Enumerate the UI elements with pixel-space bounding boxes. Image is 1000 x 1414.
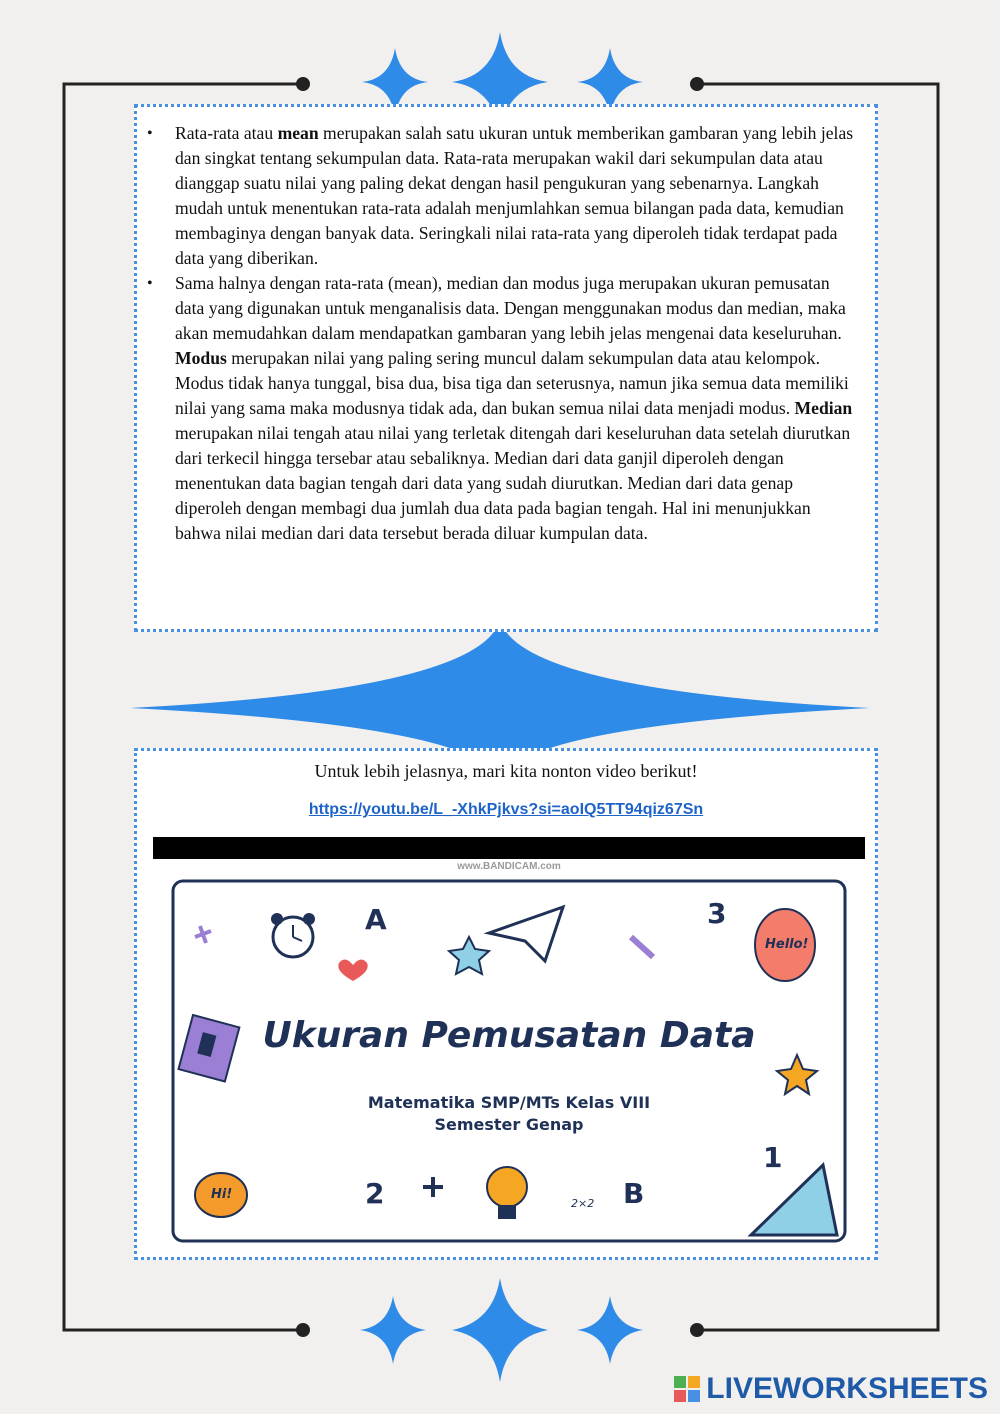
star-icon — [449, 937, 489, 974]
youtube-link[interactable]: https://youtu.be/L_-XhkPjkvs?si=aoIQ5TT94qiz67Sn — [308, 801, 704, 818]
x-squared-text: 2×2 — [571, 1197, 595, 1210]
plus-icon — [195, 926, 211, 943]
brand-name: LIVEWORKSHEETS — [706, 1372, 988, 1405]
term-mean: mean — [277, 123, 319, 143]
triangle-ruler-icon — [751, 1165, 837, 1235]
explanation-box — [134, 104, 878, 632]
term-modus: Modus — [175, 348, 227, 368]
video-semester: Semester Genap — [434, 1115, 584, 1134]
number-1: 1 — [763, 1141, 783, 1174]
arrow-icon — [631, 937, 653, 957]
bullet-modus-median — [175, 271, 857, 546]
letter-a: A — [365, 903, 387, 936]
number-3: 3 — [707, 897, 727, 930]
text: Sama halnya dengan rata-rata (mean), median dan modus juga merupakan ukuran pemusatan data yang digunakan untuk menganalisis data. Dengan menggunakan modus dan median, maka akan memudahkan dalam mendapatkan gambaran yang lebih jelas mengenai data keseluruhan. — [175, 273, 846, 343]
bullet-list — [175, 121, 857, 546]
clock-icon — [271, 913, 315, 957]
text: merupakan nilai yang paling sering muncul dalam sekumpulan data atau kelompok. Modus tidak hanya tunggal, bisa dua, bisa tiga dan seterusnya, namun jika semua data memiliki nilai yang sama maka modusnya tidak ada, dan bukan semua nilai data menjadi modus. — [175, 348, 849, 418]
paper-plane-icon — [489, 907, 563, 961]
hi-text: Hi! — [211, 1187, 233, 1202]
lightbulb-icon — [487, 1167, 527, 1219]
liveworksheets-logo-icon — [674, 1376, 700, 1402]
orange-star-icon — [777, 1055, 817, 1094]
bullet-mean — [175, 121, 857, 271]
text: merupakan nilai tengah atau nilai yang terletak ditengah dari keseluruhan data setelah diurutkan dari terkecil hingga tersebar atau sebaliknya. Median dari data ganjil diperoleh dengan menentukan data bagian tengah dari data yang sudah diurutkan. Median dari data genap diperoleh dengan membagi dua jumlah dua data pada bagian tengah. Hal ini menunjukkan bahwa nilai median dari data tersebut berada diluar kumpulan data. — [175, 423, 851, 543]
bottom-stars — [360, 1278, 643, 1382]
heart-icon — [338, 959, 367, 981]
text: merupakan salah satu ukuran untuk memberikan gambaran yang lebih jelas dan singkat tentang sekumpulan data. Rata-rata merupakan wakil dari sekumpulan data atau dianggap suatu nilai yang paling dekat dengan hasil pengukuran yang sebenarnya. Langkah mudah untuk menentukan rata-rata adalah menjumlahkan semua bilangan pada data, kemudian membaginya dengan banyak data. Seringkali nilai rata-rata yang diperoleh tidak terdapat pada data yang diberikan. — [175, 123, 854, 268]
video-intro: Untuk lebih jelasnya, mari kita nonton video berikut! — [314, 761, 698, 781]
video-thumbnail[interactable] — [153, 837, 865, 1251]
letter-b: B — [623, 1177, 645, 1210]
video-subtitle: Matematika SMP/MTs Kelas VIII — [367, 1093, 651, 1112]
bandicam-watermark: www.BANDICAM.com — [457, 861, 561, 872]
text: Rata-rata atau — [175, 123, 278, 143]
plus-icon — [423, 1177, 443, 1197]
term-median: Median — [794, 398, 853, 418]
liveworksheets-brand — [674, 1372, 988, 1406]
video-box — [134, 748, 878, 1260]
video-title: Ukuran Pemusatan Data — [262, 1015, 756, 1056]
number-2: 2 — [365, 1177, 385, 1210]
hello-text: Hello! — [765, 937, 809, 952]
